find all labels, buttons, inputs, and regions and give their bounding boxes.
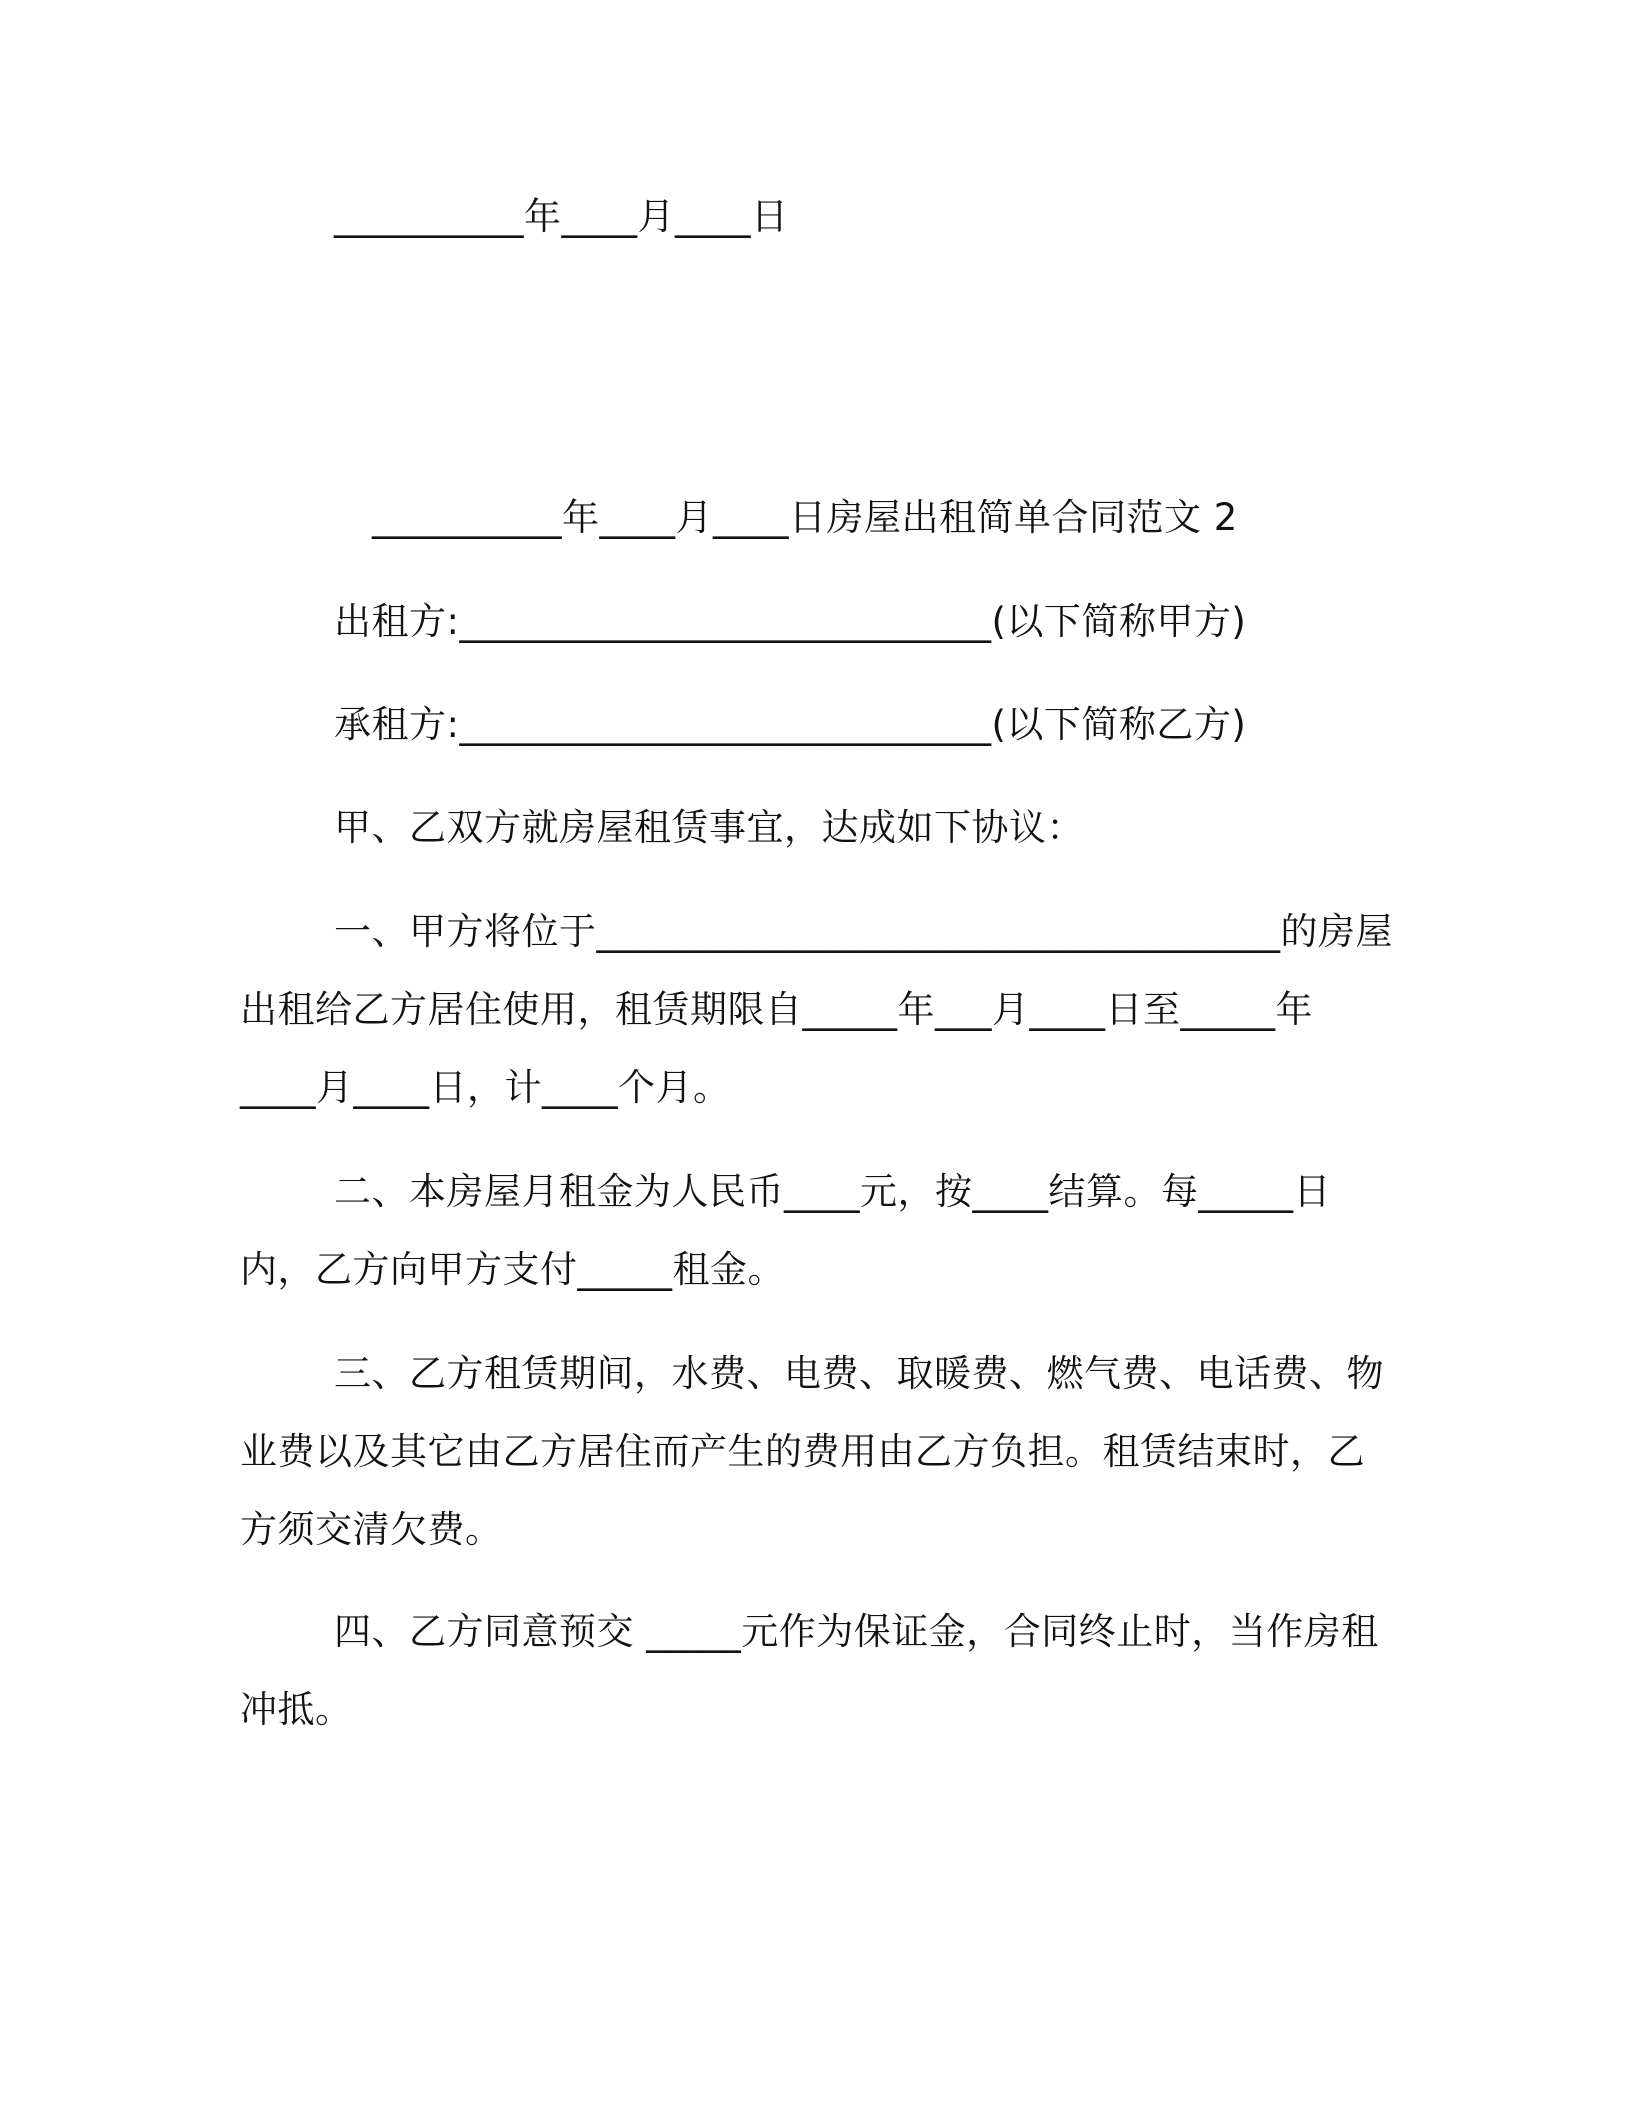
clause-1-line-2: 出租给乙方居住使用，租赁期限自_____年___月____日至_____年 (240, 988, 1313, 1031)
clause-4-line-1: 四、乙方同意预交 _____元作为保证金，合同终止时，当作房租 (334, 1610, 1379, 1653)
lessor-line: 出租方:____________________________(以下简称甲方) (334, 600, 1247, 643)
clause-4-line-2: 冲抵。 (240, 1688, 353, 1731)
clause-3-line-1: 三、乙方租赁期间，水费、电费、取暖费、燃气费、电话费、物 (334, 1352, 1384, 1395)
clause-2-line-2: 内，乙方向甲方支付_____租金。 (240, 1248, 785, 1291)
document-title: __________年____月____日房屋出租简单合同范文 2 (372, 496, 1238, 539)
clause-1-line-1: 一、甲方将位于____________________________________的房屋 (334, 910, 1393, 953)
clause-2-line-1: 二、本房屋月租金为人民币____元，按____结算。每_____日 (334, 1170, 1331, 1213)
intro-paragraph: 甲、乙双方就房屋租赁事宜，达成如下协议： (334, 806, 1084, 849)
clause-1-line-3: ____月____日，计____个月。 (240, 1066, 731, 1109)
lessee-line: 承租方:____________________________(以下简称乙方) (334, 703, 1247, 746)
clause-3-line-3: 方须交清欠费。 (240, 1508, 503, 1551)
date-line: __________年____月____日 (334, 195, 789, 238)
clause-3-line-2: 业费以及其它由乙方居住而产生的费用由乙方负担。租赁结束时，乙 (240, 1430, 1365, 1473)
